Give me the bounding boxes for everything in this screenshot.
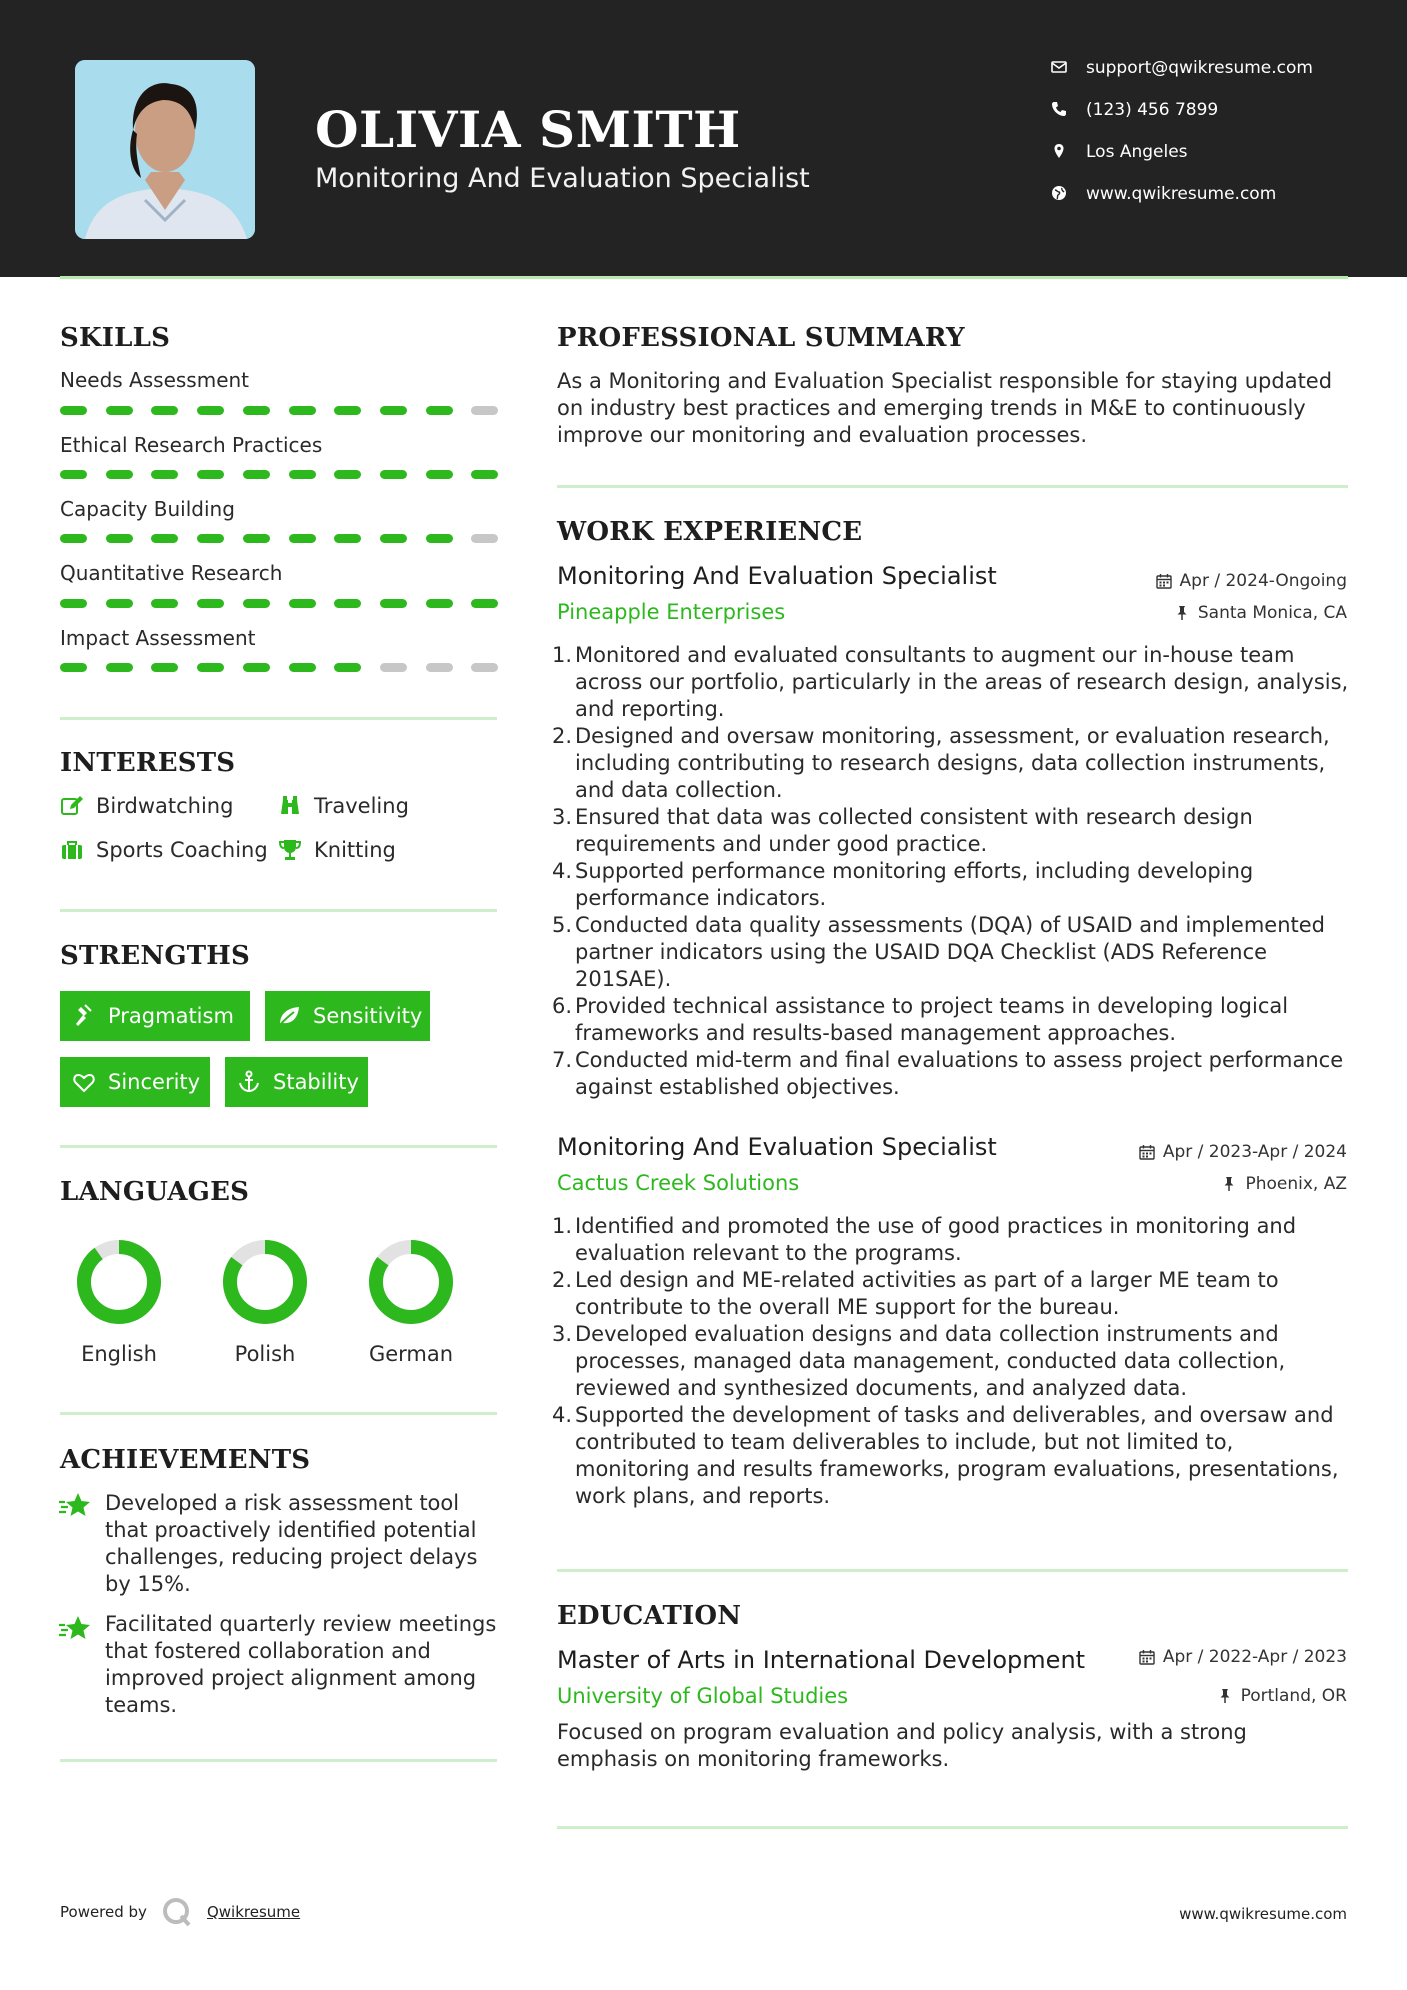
section-divider — [60, 1145, 497, 1148]
job-bullet: 3. Developed evaluation designs and data collection instruments and processes, managed data management, conducted data collection, reviewed and synthesized documents, and analyzed data. — [552, 1322, 1286, 1400]
job-bullet: 1. Identified and promoted the use of good practices in monitoring and evaluation relevant to the programs. — [552, 1214, 1297, 1265]
skill-dash — [289, 663, 316, 672]
anchor-icon — [237, 1070, 261, 1094]
job-bullet: 2. Led design and ME-related activities as part of a larger ME team to contribute to the overall ME support for the bureau. — [552, 1268, 1279, 1319]
education-heading: EDUCATION — [557, 1601, 742, 1631]
pushpin-icon — [1174, 605, 1190, 621]
section-divider — [60, 1412, 497, 1415]
skill-dash — [60, 534, 87, 543]
skill-dash — [289, 406, 316, 415]
edit-icon — [60, 794, 84, 818]
section-divider — [557, 485, 1348, 488]
skill-dash — [471, 534, 498, 543]
phone-icon — [1050, 100, 1070, 120]
skill-dash — [197, 534, 224, 543]
globe-icon — [1050, 184, 1070, 204]
job-bullet: 4. Supported the development of tasks and deliverables, and oversaw and contributed to team deliverables to include, but not limited to, monitoring and results frameworks, program evaluations, presentations, work plans, and reports. — [552, 1403, 1339, 1508]
language-name: English — [81, 1342, 157, 1366]
skill-dash — [426, 406, 453, 415]
header-divider — [60, 276, 1348, 279]
skill-dash — [106, 470, 133, 479]
language-ring — [74, 1237, 164, 1327]
footer-website[interactable]: www.qwikresume.com — [1179, 1905, 1347, 1923]
skill-dash — [334, 470, 361, 479]
section-divider — [557, 1569, 1348, 1572]
skill-dash — [151, 599, 178, 608]
candidate-role: Monitoring And Evaluation Specialist — [315, 163, 810, 194]
skill-level-bar — [60, 599, 497, 608]
skill-dash — [197, 599, 224, 608]
job-bullet: 5. Conducted data quality assessments (DQA) of USAID and implemented partner indicators using the USAID DQA Checklist (ADS Reference 201SAE). — [552, 913, 1326, 991]
skill-dash — [197, 470, 224, 479]
interest-item: Traveling — [278, 794, 409, 818]
skill-dash — [106, 406, 133, 415]
skill-dash — [243, 470, 270, 479]
binoculars-icon — [278, 794, 302, 818]
job-bullet: 6. Provided technical assistance to project teams in developing logical frameworks and results-based management approaches. — [552, 994, 1289, 1045]
job-bullets — [552, 642, 1352, 1101]
skill-dash — [243, 599, 270, 608]
achievement-text: Developed a risk assessment tool that proactively identified potential challenges, reducing project delays by 15%. — [105, 1491, 478, 1596]
languages-heading: LANGUAGES — [60, 1177, 250, 1207]
section-divider — [60, 909, 497, 912]
achievements-heading: ACHIEVEMENTS — [60, 1445, 311, 1475]
education-text: Focused on program evaluation and policy analysis, with a strong emphasis on monitoring frameworks. — [557, 1720, 1247, 1771]
heart-icon — [72, 1070, 96, 1094]
skill-dash — [426, 663, 453, 672]
skill-dash — [334, 663, 361, 672]
skill-dash — [380, 663, 407, 672]
skill-name: Capacity Building — [60, 497, 235, 521]
skill-dash — [243, 534, 270, 543]
skill-dash — [289, 470, 316, 479]
strength-tag: Sensitivity — [265, 991, 430, 1041]
section-divider — [60, 717, 497, 720]
profile-photo — [75, 60, 255, 239]
calendar-icon — [1156, 573, 1172, 589]
skill-dash — [380, 534, 407, 543]
section-divider — [60, 1759, 497, 1762]
skill-level-bar — [60, 534, 497, 543]
contact-phone[interactable]: (123) 456 7899 — [1050, 100, 1218, 120]
section-divider — [557, 1826, 1348, 1829]
strength-tag: Sincerity — [60, 1057, 210, 1107]
language-ring — [220, 1237, 310, 1327]
job-date: Apr / 2024-Ongoing — [1156, 571, 1347, 591]
contact-location: Los Angeles — [1050, 142, 1188, 162]
skill-level-bar — [60, 663, 497, 672]
skill-name: Impact Assessment — [60, 626, 256, 650]
company-name: Cactus Creek Solutions — [557, 1171, 800, 1195]
job-date: Apr / 2023-Apr / 2024 — [1139, 1142, 1347, 1162]
strength-tag: Stability — [225, 1057, 368, 1107]
star-icon — [58, 1615, 92, 1645]
skill-dash — [289, 599, 316, 608]
job-bullets — [552, 1213, 1352, 1510]
skill-dash — [471, 470, 498, 479]
skill-dash — [471, 406, 498, 415]
skill-dash — [151, 470, 178, 479]
interest-item: Knitting — [278, 838, 396, 862]
skill-level-bar — [60, 406, 497, 415]
skill-name: Ethical Research Practices — [60, 433, 323, 457]
skill-dash — [106, 534, 133, 543]
skill-dash — [151, 534, 178, 543]
briefcase-icon — [60, 838, 84, 862]
strength-tag: Pragmatism — [60, 991, 250, 1041]
language-name: Polish — [234, 1342, 296, 1366]
gavel-icon — [72, 1004, 96, 1028]
skill-dash — [334, 599, 361, 608]
pushpin-icon — [1217, 1688, 1233, 1704]
interests-heading: INTERESTS — [60, 748, 236, 778]
skill-dash — [60, 470, 87, 479]
degree-title: Master of Arts in International Development — [557, 1646, 1086, 1674]
skill-dash — [334, 534, 361, 543]
language-ring-fill — [84, 1247, 154, 1317]
job-bullet: 3. Ensured that data was collected consistent with research design requirements and under good practice. — [552, 805, 1253, 856]
skill-dash — [289, 534, 316, 543]
summary-heading: PROFESSIONAL SUMMARY — [557, 323, 965, 353]
skill-dash — [380, 406, 407, 415]
envelope-icon — [1050, 58, 1070, 78]
star-icon — [58, 1492, 92, 1522]
skill-name: Needs Assessment — [60, 368, 250, 392]
skill-dash — [426, 534, 453, 543]
work-heading: WORK EXPERIENCE — [557, 517, 863, 547]
skill-dash — [60, 599, 87, 608]
skill-dash — [426, 599, 453, 608]
skill-dash — [380, 470, 407, 479]
skill-dash — [380, 599, 407, 608]
skill-dash — [60, 663, 87, 672]
leaf-icon — [277, 1004, 301, 1028]
skill-dash — [197, 406, 224, 415]
interest-item: Birdwatching — [60, 794, 233, 818]
school-name: University of Global Studies — [557, 1684, 849, 1708]
company-name: Pineapple Enterprises — [557, 600, 786, 624]
qwikresume-link[interactable]: Qwikresume — [206, 1903, 301, 1921]
job-bullet: 7. Conducted mid-term and final evaluations to assess project performance against established objectives. — [552, 1048, 1344, 1099]
contact-website[interactable]: www.qwikresume.com — [1050, 184, 1276, 204]
trophy-icon — [278, 838, 302, 862]
language-ring — [366, 1237, 456, 1327]
skill-dash — [471, 599, 498, 608]
skill-dash — [106, 663, 133, 672]
job-title: Monitoring And Evaluation Specialist — [557, 1133, 997, 1161]
achievement-text: Facilitated quarterly review meetings that fostered collaboration and improved project alignment among teams. — [105, 1612, 497, 1717]
skill-dash — [471, 663, 498, 672]
skill-dash — [334, 406, 361, 415]
qwikresume-logo-icon — [161, 1896, 193, 1928]
interest-item: Sports Coaching — [60, 838, 268, 862]
skill-dash — [426, 470, 453, 479]
skill-dash — [151, 663, 178, 672]
map-pin-icon — [1050, 142, 1070, 162]
calendar-icon — [1139, 1144, 1155, 1160]
skill-dash — [197, 663, 224, 672]
language-name: German — [368, 1342, 454, 1366]
education-date: Apr / 2022-Apr / 2023 — [1139, 1647, 1347, 1667]
skill-dash — [243, 663, 270, 672]
job-bullet: 2. Designed and oversaw monitoring, assessment, or evaluation research, including contributing to research designs, data collection instruments, and data collection. — [552, 724, 1330, 802]
powered-by: Powered by Qwikresume — [60, 1896, 300, 1928]
pushpin-icon — [1221, 1176, 1237, 1192]
resume-header — [0, 0, 1407, 277]
job-bullet: 4. Supported performance monitoring efforts, including developing performance indicators. — [552, 859, 1254, 910]
skill-level-bar — [60, 470, 497, 479]
skill-dash — [243, 406, 270, 415]
skill-dash — [106, 599, 133, 608]
education-location: Portland, OR — [1217, 1686, 1347, 1706]
summary-text: As a Monitoring and Evaluation Specialist responsible for staying updated on industry best practices and emerging trends in M&E to continuously improve our monitoring and evaluation processes. — [557, 369, 1333, 447]
job-location: Santa Monica, CA — [1174, 603, 1347, 623]
skill-dash — [60, 406, 87, 415]
skill-name: Quantitative Research — [60, 561, 283, 585]
candidate-name: OLIVIA SMITH — [315, 100, 741, 159]
contact-email[interactable]: support@qwikresume.com — [1050, 58, 1313, 78]
job-location: Phoenix, AZ — [1221, 1174, 1347, 1194]
calendar-icon — [1139, 1649, 1155, 1665]
skills-heading: SKILLS — [60, 323, 171, 353]
job-bullet: 1. Monitored and evaluated consultants to augment our in-house team across our portfolio, particularly in the areas of research design, analysis, and reporting. — [552, 643, 1349, 721]
skill-dash — [151, 406, 178, 415]
strengths-heading: STRENGTHS — [60, 941, 251, 971]
job-title: Monitoring And Evaluation Specialist — [557, 562, 997, 590]
